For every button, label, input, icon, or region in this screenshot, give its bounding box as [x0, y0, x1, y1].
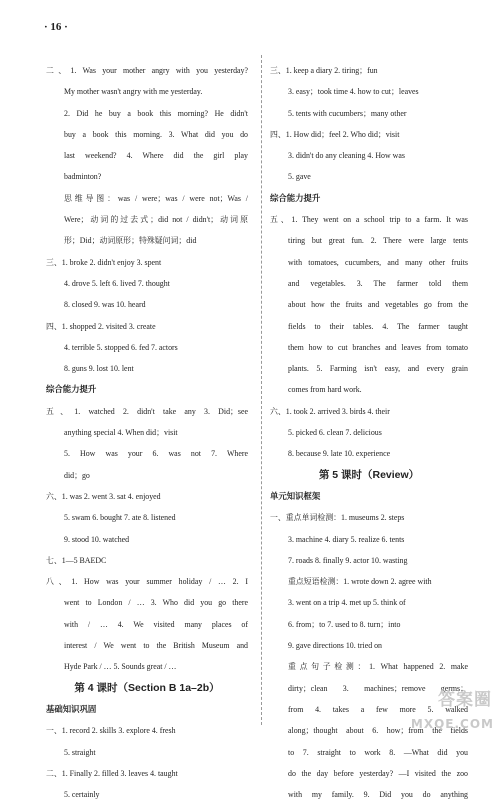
right-answer-line: 3. didn't do any cleaning 4. How was — [288, 151, 405, 161]
left-answer-line: 七、1—5 BAEDC — [46, 555, 107, 565]
left-answer-line: 9. stood 10. watched — [64, 534, 130, 544]
left-answer-line: 8. closed 9. was 10. heard — [64, 300, 146, 310]
right-answer-line: them how to cut branches and leaves from tomato — [288, 342, 468, 352]
right-answer-line: to 7. straight to work 8. —What did you — [288, 747, 468, 757]
left-answer-line: My mother wasn't angry with me yesterday. — [64, 87, 203, 97]
left-answer-line: 四、1. shopped 2. visited 3. create — [46, 321, 156, 331]
left-answer-line: 思维导图：was / were；was / were not；Was / — [64, 193, 248, 203]
right-answer-line: with tomatoes, cucumbers, and many other fruits — [288, 257, 468, 267]
left-answer-line: 五、1. watched 2. didn't take any 3. Did；see — [46, 406, 248, 416]
section-heading: 综合能力提升 — [270, 192, 321, 203]
left-answer-line: did；go — [64, 470, 90, 480]
right-answer-line: 六、1. took 2. arrived 3. birds 4. their — [270, 406, 390, 416]
right-answer-line: tiring but great fun. 2. There were large tents — [288, 236, 468, 246]
left-answer-line: 2. Did he buy a book this morning? He didn't — [64, 108, 248, 118]
left-answer-line: 二、1. Was your mother angry with you yesterday? — [46, 66, 248, 75]
left-answer-line: 5. How was your 6. was not 7. Where — [64, 449, 248, 459]
right-answer-line: along；thought about 6. how；from the fields — [288, 726, 468, 736]
site-watermark-logo — [410, 685, 496, 731]
section-heading: 单元知识框架 — [270, 490, 321, 501]
page-number: · 16 · — [44, 21, 68, 33]
right-answer-line: 重点短语检测：1. wrote down 2. agree with — [288, 577, 432, 587]
left-answer-line: 八、1. How was your summer holiday / … 2. I — [46, 577, 248, 587]
right-answer-line: 9. gave directions 10. tried on — [288, 641, 383, 651]
left-answer-line: 三、1. broke 2. didn't enjoy 3. spent — [46, 257, 162, 267]
left-answer-line: 六、1. was 2. went 3. sat 4. enjoyed — [46, 491, 161, 501]
lesson-title: 第 5 课时（Review） — [318, 468, 420, 481]
left-answer-line: went to London / … 3. Who did you go there — [64, 598, 248, 608]
left-answer-line: 4. terrible 5. stopped 6. fed 7. actors — [64, 342, 178, 352]
right-answer-line: 四、1. How did；feel 2. Who did；visit — [270, 129, 400, 139]
left-answer-line: 5. straight — [64, 747, 96, 757]
left-answer-line: 5. certainly — [64, 790, 100, 800]
left-answer-line: 形；Did；动词原形；特殊疑问词；did — [64, 236, 197, 246]
right-answer-line: 8. because 9. late 10. experience — [288, 449, 391, 459]
left-answer-line: last weekend? 4. Where did the girl play — [64, 151, 248, 161]
left-answer-line: 一、1. record 2. skills 3. explore 4. fresh — [46, 726, 176, 736]
right-answer-line: 重点句子检测：1. What happened 2. make — [288, 662, 468, 672]
right-answer-line: from 4. takes a few more 5. walked — [288, 704, 468, 714]
left-answer-line: 二、1. Finally 2. filled 3. leaves 4. taught — [46, 768, 178, 778]
right-answer-line: and vegetables. 3. The farmer told them — [288, 278, 468, 288]
left-answer-line: buy a book this morning. 3. What did you do — [64, 129, 248, 139]
right-answer-line: 3. machine 4. diary 5. realize 6. tents — [288, 534, 405, 544]
watermark-top-text: 答案圈 — [438, 690, 492, 710]
right-answer-line: 一、重点单词检测：1. museums 2. steps — [270, 513, 405, 523]
section-heading: 基础知识巩固 — [46, 703, 97, 714]
left-answer-line: 8. guns 9. lost 10. lent — [64, 364, 134, 374]
right-answer-line: dirty；clean 3. machines；remove germs； — [288, 683, 468, 693]
left-answer-line: 4. drove 5. left 6. lived 7. thought — [64, 278, 170, 288]
right-answer-line: 五、1. They went on a school trip to a farm. It was — [270, 215, 468, 225]
right-answer-line: 5. picked 6. clean 7. delicious — [288, 428, 382, 438]
watermark-bottom-text: MXQE.COM — [410, 717, 494, 731]
right-answer-line: plants. 5. Farming isn't easy, and every grain — [288, 364, 468, 374]
left-answer-line: anything special 4. When did；visit — [64, 428, 178, 438]
left-answer-column — [46, 60, 248, 805]
column-divider — [261, 55, 262, 725]
left-answer-line: interest / We went to the British Museum and — [64, 641, 248, 651]
right-answer-line: do the day before yesterday? —I visited the zoo — [288, 768, 468, 778]
right-answer-line: 5. tents with cucumbers；many other — [288, 108, 407, 118]
left-answer-line: Hyde Park / … 5. Sounds great / … — [64, 662, 177, 672]
right-answer-line: fields to their tables. 4. The farmer taught — [288, 321, 468, 331]
right-answer-line: with my family. 9. Did you do anything — [288, 790, 468, 800]
right-answer-line: 3. went on a trip 4. met up 5. think of — [288, 598, 406, 608]
right-answer-line: 三、1. keep a diary 2. tiring；fun — [270, 66, 378, 75]
right-answer-line: about how the fruits and vegetables go from the — [288, 300, 468, 310]
right-answer-line: 7. roads 8. finally 9. actor 10. wasting — [288, 555, 408, 565]
left-answer-line: 5. swam 6. bought 7. ate 8. listened — [64, 513, 176, 523]
lesson-title: 第 4 课时（Section B 1a–2b） — [74, 681, 220, 694]
right-answer-line: comes from hard work. — [288, 385, 362, 395]
left-answer-line: Were；动词的过去式；did not / didn't；动词原 — [64, 215, 248, 225]
left-answer-line: badminton? — [64, 172, 102, 182]
right-answer-line: 3. easy；took time 4. how to cut；leaves — [288, 87, 419, 97]
right-answer-line: 5. gave — [288, 172, 311, 182]
section-heading: 综合能力提升 — [46, 384, 97, 395]
left-answer-line: with / … 4. We visited many places of — [64, 619, 248, 629]
right-answer-line: 6. from；to 7. used to 8. turn；into — [288, 619, 401, 629]
